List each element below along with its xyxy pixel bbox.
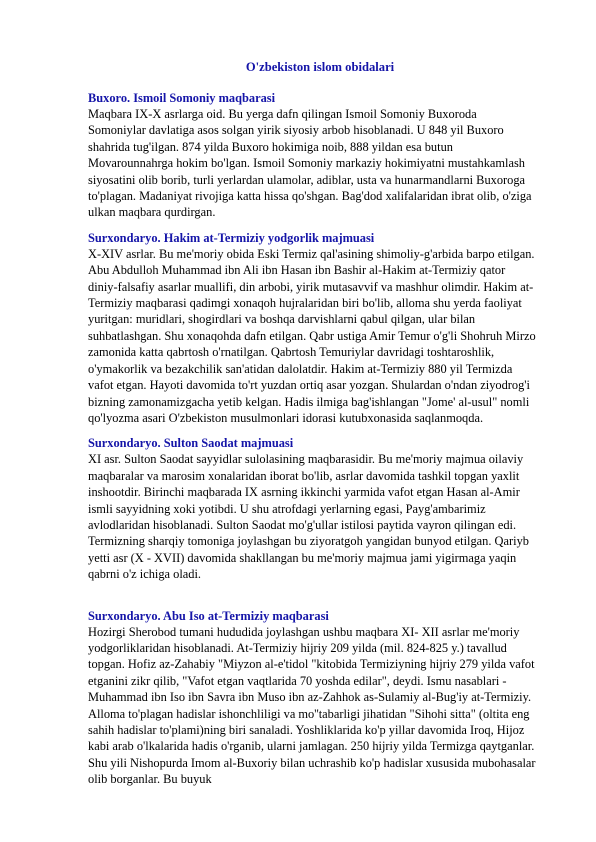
section-paragraph: X-XIV asrlar. Bu me'moriy obida Eski Termiz qal'asining shimoliy-g'arbida barpo etilgan. Abu Abdulloh Muhammad ibn Ali ibn Hasan ibn Bashir al-Hakim at-Termiziy qator diniy-falsafiy asarlar muallifi, din arbobi, yirik mutasavvif va mashhur olimdir. Hakim at-Termiziy maqbarasi qadimgi xonaqoh hujralaridan biri bo'lib, alloma shu yerda faoliyat yuritgan: muridlari, shogirdlari va boshqa darvishlarni qabul qilgan, ular bilan suhbatlashgan. Shu xonaqohda dafn etilgan. Qabr ustiga Amir Temur o'g'li Shohruh Mirzo zamonida katta qabrtosh o'rnatilgan. Qabrtosh Temuriylar davridagi toshtaroshlik, o'ymakorlik va bezakchilik san'atidan dalolatdir. Hakim at-Termiziy 880 yil Termizda vafot etgan. Hayoti davomida to'rt yuzdan ortiq asar yozgan. Shulardan o'ndan ziyodrog'i bizning zamonamizgacha yetib kelgan. Hadis ilmiga bag'ishlangan "Jome' al-usul" nomli qo'lyozma asari O'zbekiston musulmonlari idorasi kutubxonasida saqlanmoqda. bbox=[88, 246, 536, 425]
section-paragraph: XI asr. Sulton Saodat sayyidlar sulolasining maqbarasidir. Bu me'moriy majmua oilaviy maqbaralar va marosim xonalaridan iborat bo'lib, asrlar davomida tashkil topgan yaxlit inshootdir. Birinchi maqbarada IX asrning ikkinchi yarmida vafot etgan Hasan al-Amir ismli sayyidning xoki yotibdi. U shu atrofdagi yerlarning egasi, Payg'ambarimiz avlodlaridan hisoblanadi. Sulton Saodat mo'g'ullar istilosi paytida vayron qilingan edi. Termizning sharqiy tomoniga joylashgan bu ziyoratgoh yangidan bunyod etilgan. Qariyb yetti asr (X - XVII) davomida shakllangan bu me'moriy majmua jami yigirmaga yaqin qabrni o'z ichiga oladi. bbox=[88, 452, 529, 582]
section-abu-iso-at-termiziy bbox=[88, 609, 536, 788]
section-heading: Surxondaryo. Abu Iso at-Termiziy maqbarasi bbox=[88, 608, 329, 623]
section-heading: Surxondaryo. Sulton Saodat majmuasi bbox=[88, 436, 294, 451]
section-paragraph: Maqbara IX-X asrlarga oid. Bu yerga dafn qilingan Ismoil Somoniy Buxoroda Somoniylar davlatiga asos solgan yirik siyosiy arbob hisoblanadi. U 848 yil Buxoro shahrida tug'ilgan. 874 yilda Buxoro hokimiga noib, 888 yildan esa butun Movarounnahrga hokim bo'lgan. Ismoil Somoniy markaziy hokimiyatni mustahkamlash siyosatini olib borib, turli yerlardan ulamolar, adiblar, usta va hunarmandlarni Buxoroga to'plagan. Madaniyat rivojiga katta hissa qo'shgan. Bag'dod xalifalaridan ibrat olib, o'ziga ulkan maqbara qurdirgan. bbox=[88, 107, 532, 220]
section-paragraph: Hozirgi Sherobod tumani hududida joylashgan ushbu maqbara XI- XII asrlar me'moriy yodgorliklaridan hisoblanadi. At-Termiziy hijriy 209 yilda (mil. 824-825 y.) tavallud topgan. Hofiz az-Zahabiy "Miyzon al-e'tidol "kitobida Termiziyning hijriy 279 yilda vafot etganini zikr qilib, "Vafot etgan vaqtlarida 70 yoshda edilar", deydi. Ismu nasablari - Muhammad ibn Iso ibn Savra ibn Muso ibn az-Zahhok as-Sulamiy al-Bug'iy at-Termiziy. Alloma to'plagan hadislar ishonchliligi va mo''tabarligi jihatidan "Sihohi sitta" (oltita eng sahih hadislar to'plami)ning biri sanaladi. Yoshliklarida ko'p yillar davomida Iroq, Hijoz kabi arab o'lkalarida hadis o'rganib, ularni jamlagan. 250 hijriy yilda Termizga qaytganlar. Shu yili Nishopurda Imom al-Buxoriy bilan uchrashib ko'p hadislar xususida mubohasalar olib borganlar. Bu buyuk bbox=[88, 624, 536, 787]
section-hakim-at-termiziy bbox=[88, 231, 536, 426]
section-heading: Surxondaryo. Hakim at-Termiziy yodgorlik majmuasi bbox=[88, 230, 375, 245]
document-body bbox=[88, 91, 536, 788]
section-ismoil-somoniy bbox=[88, 91, 536, 221]
section-sulton-saodat bbox=[88, 436, 536, 582]
document-title: O'zbekiston islom obidalari bbox=[245, 60, 395, 74]
section-heading: Buxoro. Ismoil Somoniy maqbarasi bbox=[88, 91, 276, 105]
